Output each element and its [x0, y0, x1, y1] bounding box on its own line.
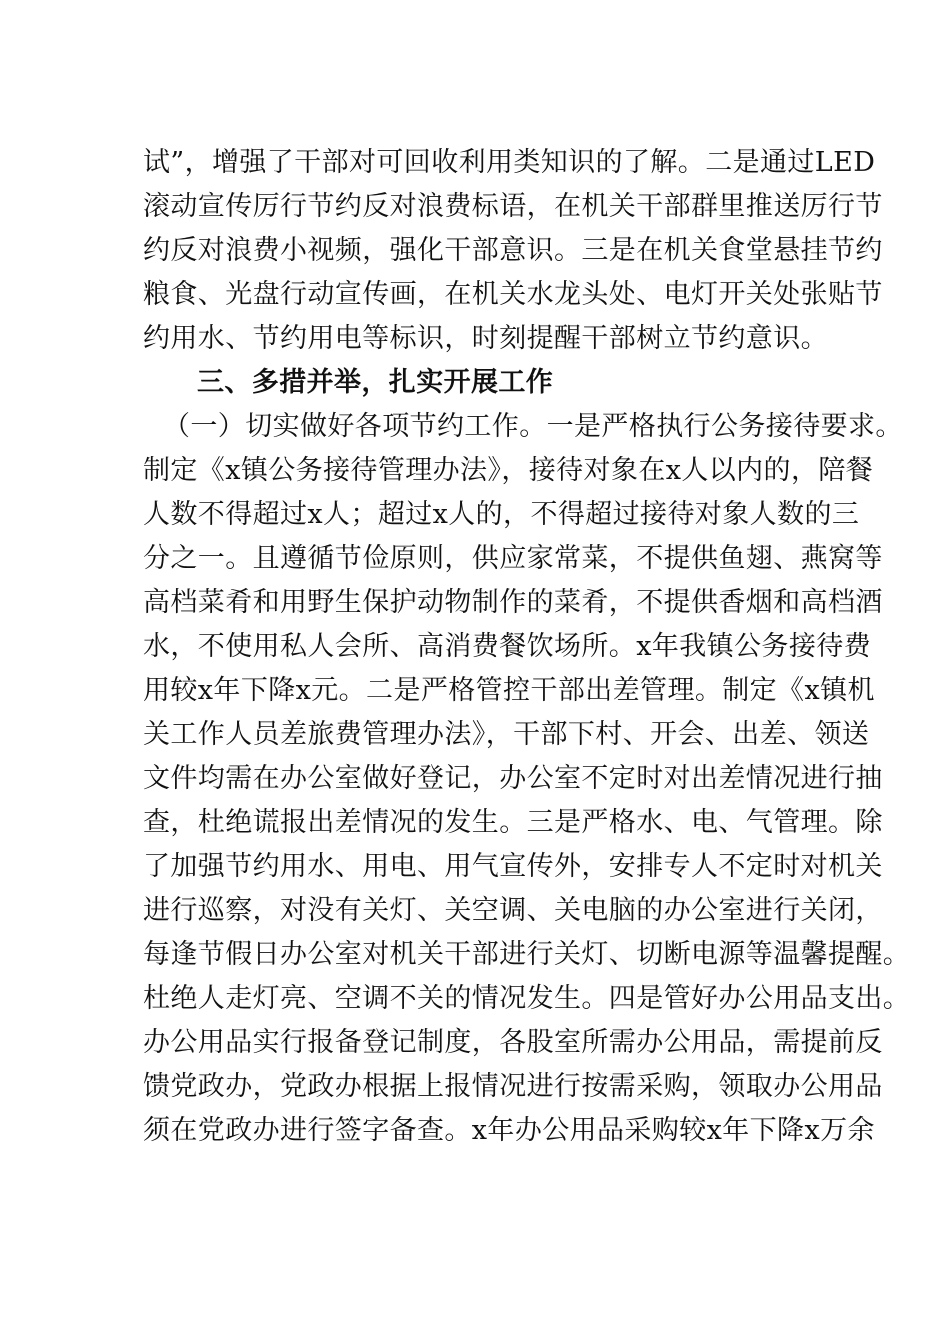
paragraph-2-line-3: 人数不得超过x人；超过x人的，不得超过接待对象人数的三: [143, 499, 860, 530]
paragraph-2-line-14: 杜绝人走灯亮、空调不关的情况发生。四是管好办公用品支出。: [143, 983, 911, 1014]
paragraph-2-line-16: 馈党政办，党政办根据上报情况进行按需采购，领取办公用品: [143, 1071, 883, 1102]
paragraph-2-line-13: 每逢节假日办公室对机关干部进行关灯、切断电源等温馨提醒。: [143, 939, 911, 970]
paragraph-2-line-10: 查，杜绝谎报出差情况的发生。三是严格水、电、气管理。除: [143, 807, 883, 838]
paragraph-2-line-15: 办公用品实行报备登记制度，各股室所需办公用品，需提前反: [143, 1027, 883, 1058]
paragraph-2-line-1: （一）切实做好各项节约工作。一是严格执行公务接待要求。: [163, 411, 903, 442]
paragraph-2-line-5: 高档菜肴和用野生保护动物制作的菜肴，不提供香烟和高档酒: [143, 587, 883, 618]
paragraph-2-line-2: 制定《x镇公务接待管理办法》，接待对象在x人以内的，陪餐: [143, 455, 874, 486]
paragraph-2-line-17: 须在党政办进行签字备查。x年办公用品采购较x年下降x万余: [143, 1115, 875, 1146]
paragraph-1-line-4: 粮食、光盘行动宣传画，在机关水龙头处、电灯开关处张贴节: [143, 279, 883, 310]
paragraph-2-line-9: 文件均需在办公室做好登记，办公室不定时对出差情况进行抽: [143, 763, 883, 794]
paragraph-1-line-5: 约用水、节约用电等标识，时刻提醒干部树立节约意识。: [143, 323, 828, 354]
paragraph-1-line-3: 约反对浪费小视频，强化干部意识。三是在机关食堂悬挂节约: [143, 235, 883, 266]
paragraph-2-line-11: 了加强节约用水、用电、用气宣传外，安排专人不定时对机关: [143, 851, 883, 882]
paragraph-2-line-7: 用较x年下降x元。二是严格管控干部出差管理。制定《x镇机: [143, 675, 875, 706]
paragraph-2-line-12: 进行巡察，对没有关灯、关空调、关电脑的办公室进行关闭，: [143, 895, 883, 926]
paragraph-2-line-4: 分之一。且遵循节俭原则，供应家常菜，不提供鱼翅、燕窝等: [143, 543, 883, 574]
paragraph-2-line-6: 水，不使用私人会所、高消费餐饮场所。x年我镇公务接待费: [143, 631, 872, 662]
paragraph-1-line-2: 滚动宣传厉行节约反对浪费标语，在机关干部群里推送厉行节: [143, 191, 883, 222]
section-heading: 三、多措并举，扎实开展工作: [197, 367, 554, 398]
paragraph-2-line-8: 关工作人员差旅费管理办法》，干部下村、开会、出差、领送: [143, 719, 870, 750]
paragraph-1-line-1: 试”，增强了干部对可回收利用类知识的了解。二是通过LED: [143, 147, 876, 178]
